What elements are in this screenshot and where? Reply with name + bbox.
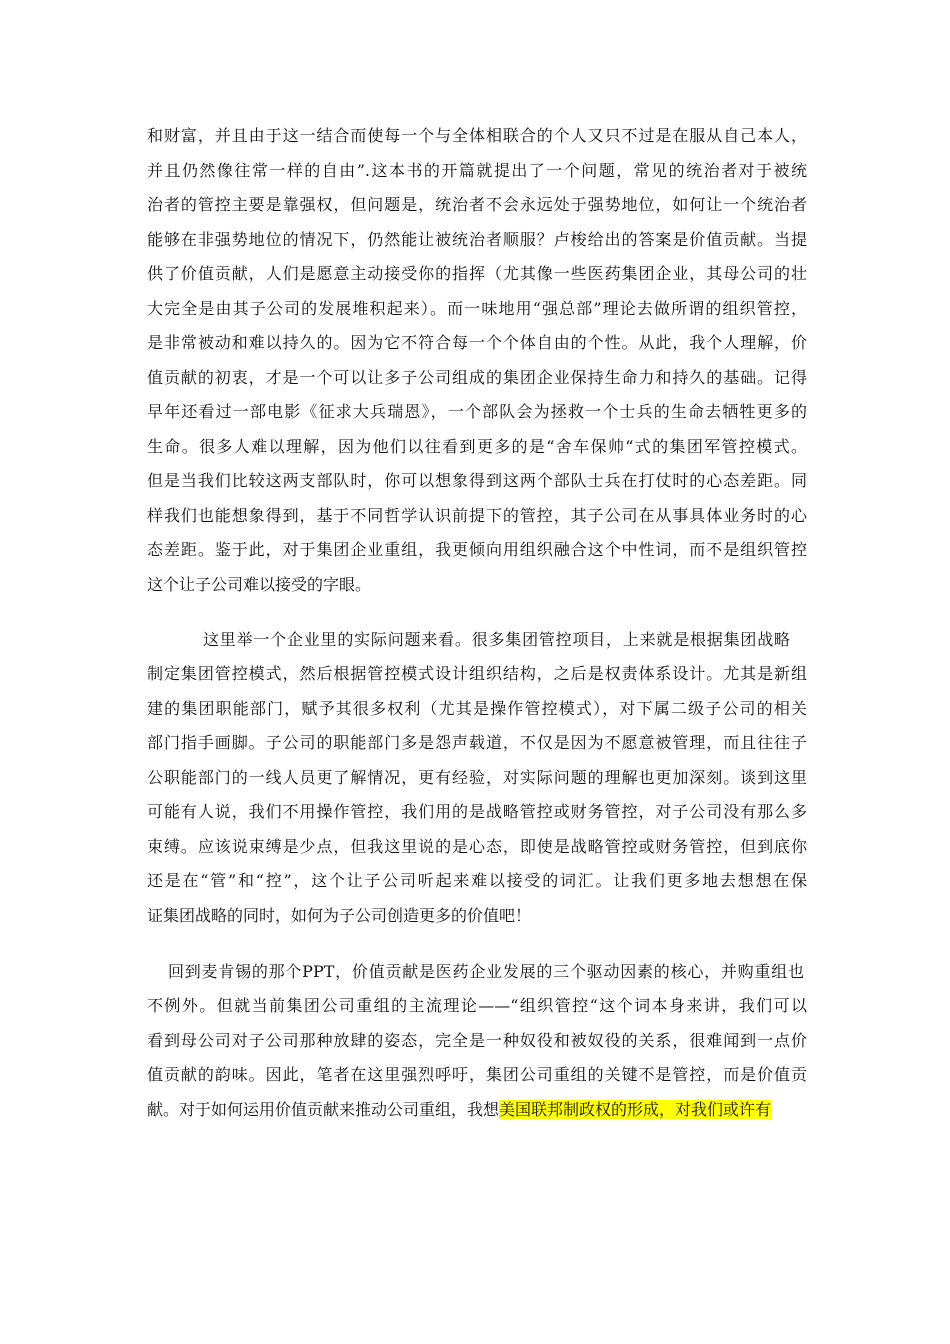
paragraph-1-line-11: 但是当我们比较这两支部队时，你可以想象得到这两个部队士兵在打仗时的心态差距。同 <box>147 471 807 490</box>
paragraph-2-line-6: 可能有人说，我们不用操作管控，我们用的是战略管控或财务管控，对子公司没有那么多 <box>147 802 807 821</box>
paragraph-1-line-12: 样我们也能想象得到，基于不同哲学认识前提下的管控，其子公司在从事具体业务时的心 <box>147 506 807 525</box>
paragraph-2-line-9: 证集团战略的同时，如何为子公司创造更多的价值吧！ <box>147 906 532 925</box>
paragraph-1-line-10: 生命。很多人难以理解，因为他们以往看到更多的是“舍车保帅“式的集团军管控模式。 <box>147 437 807 456</box>
paragraph-2-line-8: 还是在“管”和“控”，这个让子公司听起来难以接受的词汇。让我们更多地去想想在保 <box>147 871 807 890</box>
paragraph-1-line-7: 是非常被动和难以持久的。因为它不符合每一个个体自由的个性。从此，我个人理解，价 <box>147 333 807 352</box>
paragraph-1-line-2: 并且仍然像往常一样的自由”.这本书的开篇就提出了一个问题，常见的统治者对于被统 <box>147 161 807 180</box>
paragraph-1-line-14: 这个让子公司难以接受的字眼。 <box>147 575 372 594</box>
paragraph-3-line-1: 回到麦肯锡的那个PPT，价值贡献是医药企业发展的三个驱动因素的核心，并购重组也 <box>168 962 804 981</box>
paragraph-3-line-2: 不例外。但就当前集团公司重组的主流理论——“组织管控“这个词本身来讲，我们可以 <box>147 996 807 1015</box>
highlighted-text: 美国联邦制政权的形成，对我们或许有 <box>499 1100 772 1119</box>
paragraph-3-line-5-text: 献。对于如何运用价值贡献来推动公司重组，我想 <box>147 1100 500 1119</box>
paragraph-1-line-5: 供了价值贡献，人们是愿意主动接受你的指挥（尤其像一些医药集团企业，其母公司的壮 <box>147 264 807 283</box>
paragraph-1-line-1: 和财富，并且由于这一结合而使每一个与全体相联合的个人又只不过是在服从自己本人， <box>147 126 807 145</box>
paragraph-2-line-2: 制定集团管控模式，然后根据管控模式设计组织结构，之后是权责体系设计。尤其是新组 <box>147 664 807 683</box>
paragraph-2-line-5: 公职能部门的一线人员更了解情况，更有经验，对实际问题的理解也更加深刻。谈到这里 <box>147 768 807 787</box>
paragraph-1-line-9: 早年还看过一部电影《征求大兵瑞恩》，一个部队会为拯救一个士兵的生命去牺牲更多的 <box>147 402 807 421</box>
paragraph-2-line-4: 部门指手画脚。子公司的职能部门多是怨声载道，不仅是因为不愿意被管理，而且往往子 <box>147 733 807 752</box>
paragraph-2-line-1: 这里举一个企业里的实际问题来看。很多集团管控项目，上来就是根据集团战略 <box>203 630 790 649</box>
paragraph-2-line-7: 束缚。应该说束缚是少点，但我这里说的是心态，即使是战略管控或财务管控，但到底你 <box>147 837 807 856</box>
paragraph-3-line-3: 看到母公司对子公司那种放肆的姿态，完全是一种奴役和被奴役的关系，很难闻到一点价 <box>147 1031 807 1050</box>
paragraph-1-line-13: 态差距。鉴于此，对于集团企业重组，我更倾向用组织融合这个中性词，而不是组织管控 <box>147 540 807 559</box>
paragraph-1-line-8: 值贡献的初衷，才是一个可以让多子公司组成的集团企业保持生命力和持久的基础。记得 <box>147 368 807 387</box>
paragraph-1-line-3: 治者的管控主要是靠强权，但问题是，统治者不会永远处于强势地位，如何让一个统治者 <box>147 195 807 214</box>
paragraph-3-line-4: 值贡献的韵味。因此，笔者在这里强烈呼吁，集团公司重组的关键不是管控，而是价值贡 <box>147 1065 807 1084</box>
paragraph-2-line-3: 建的集团职能部门，赋予其很多权利（尤其是操作管控模式），对下属二级子公司的相关 <box>147 699 807 718</box>
paragraph-1-line-6: 大完全是由其子公司的发展堆积起来）。而一味地用“强总部”理论去做所谓的组织管控， <box>147 299 807 318</box>
paragraph-1-line-4: 能够在非强势地位的情况下，仍然能让被统治者顺服？卢梭给出的答案是价值贡献。当提 <box>147 230 807 249</box>
paragraph-3-line-5 <box>147 1100 807 1120</box>
